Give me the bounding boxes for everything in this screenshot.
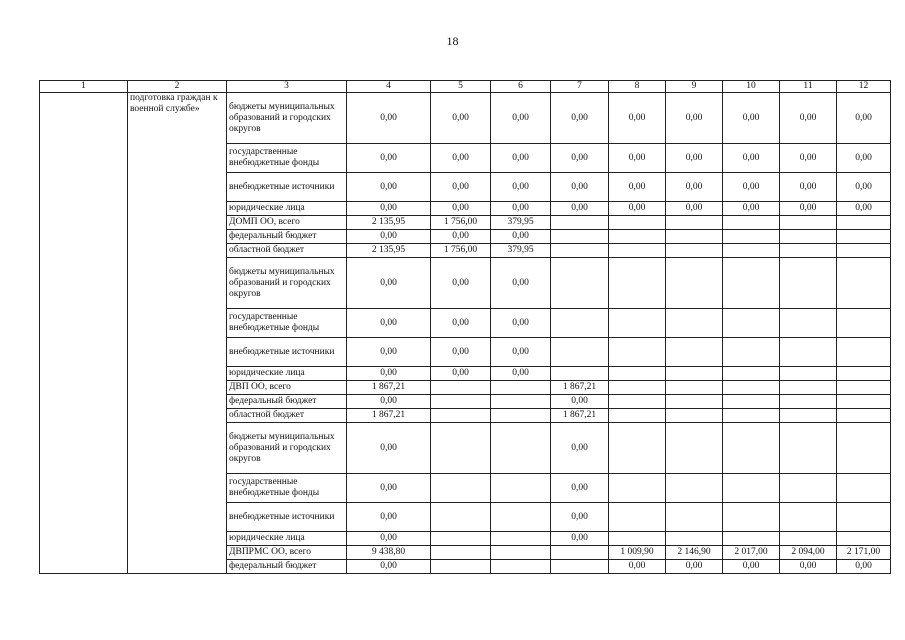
value-cell-col-6: [491, 409, 551, 423]
value-cell-col-5: 1 756,00: [431, 244, 491, 258]
value-cell-col-9: [666, 309, 723, 338]
value-cell-col-7: [551, 309, 609, 338]
value-cell-col-11: 2 094,00: [780, 546, 837, 560]
column-header-3: 3: [227, 81, 347, 93]
funding-source-label: внебюджетные источники: [227, 173, 347, 202]
value-cell-col-11: 0,00: [780, 202, 837, 216]
funding-source-label: ДВПРМС ОО, всего: [227, 546, 347, 560]
value-cell-col-10: [723, 423, 780, 474]
value-cell-col-12: [837, 367, 891, 381]
value-cell-col-8: 0,00: [609, 560, 666, 574]
value-cell-col-6: 0,00: [491, 230, 551, 244]
value-cell-col-9: 0,00: [666, 144, 723, 173]
value-cell-col-7: [551, 258, 609, 309]
value-cell-col-12: [837, 381, 891, 395]
value-cell-col-4: 0,00: [347, 338, 431, 367]
value-cell-col-7: 0,00: [551, 93, 609, 144]
value-cell-col-5: 0,00: [431, 258, 491, 309]
funding-source-label: ДОМП ОО, всего: [227, 216, 347, 230]
value-cell-col-6: 379,95: [491, 216, 551, 230]
value-cell-col-4: 9 438,80: [347, 546, 431, 560]
value-cell-col-10: [723, 309, 780, 338]
value-cell-col-5: 0,00: [431, 309, 491, 338]
value-cell-col-5: [431, 381, 491, 395]
value-cell-col-11: [780, 532, 837, 546]
value-cell-col-10: [723, 503, 780, 532]
value-cell-col-8: [609, 395, 666, 409]
value-cell-col-12: [837, 338, 891, 367]
value-cell-col-6: 0,00: [491, 144, 551, 173]
table-body: [40, 81, 891, 574]
value-cell-col-11: [780, 423, 837, 474]
value-cell-col-7: [551, 560, 609, 574]
value-cell-col-7: 0,00: [551, 474, 609, 503]
value-cell-col-7: 1 867,21: [551, 409, 609, 423]
funding-source-label: областной бюджет: [227, 409, 347, 423]
value-cell-col-11: [780, 244, 837, 258]
value-cell-col-6: [491, 532, 551, 546]
value-cell-col-5: [431, 395, 491, 409]
value-cell-col-8: [609, 409, 666, 423]
funding-source-label: юридические лица: [227, 202, 347, 216]
value-cell-col-12: [837, 532, 891, 546]
column-header-2: 2: [128, 81, 227, 93]
value-cell-col-7: 0,00: [551, 503, 609, 532]
value-cell-col-10: 0,00: [723, 202, 780, 216]
value-cell-col-12: [837, 258, 891, 309]
value-cell-col-5: 0,00: [431, 367, 491, 381]
value-cell-col-10: [723, 338, 780, 367]
value-cell-col-5: [431, 409, 491, 423]
value-cell-col-9: [666, 230, 723, 244]
value-cell-col-10: 0,00: [723, 560, 780, 574]
funding-source-label: федеральный бюджет: [227, 395, 347, 409]
value-cell-col-7: 0,00: [551, 395, 609, 409]
value-cell-col-4: 2 135,95: [347, 244, 431, 258]
value-cell-col-8: 0,00: [609, 202, 666, 216]
value-cell-col-11: [780, 381, 837, 395]
value-cell-col-9: [666, 409, 723, 423]
value-cell-col-11: [780, 258, 837, 309]
value-cell-col-5: [431, 503, 491, 532]
value-cell-col-8: [609, 258, 666, 309]
value-cell-col-11: [780, 367, 837, 381]
value-cell-col-12: [837, 216, 891, 230]
value-cell-col-4: 0,00: [347, 560, 431, 574]
value-cell-col-9: [666, 381, 723, 395]
value-cell-col-11: [780, 395, 837, 409]
column-header-8: 8: [609, 81, 666, 93]
value-cell-col-10: [723, 367, 780, 381]
value-cell-col-10: [723, 474, 780, 503]
value-cell-col-6: 0,00: [491, 367, 551, 381]
value-cell-col-7: 0,00: [551, 202, 609, 216]
value-cell-col-11: 0,00: [780, 93, 837, 144]
value-cell-col-8: [609, 423, 666, 474]
value-cell-col-10: [723, 381, 780, 395]
column-header-11: 11: [780, 81, 837, 93]
value-cell-col-6: [491, 546, 551, 560]
value-cell-col-4: 1 867,21: [347, 381, 431, 395]
value-cell-col-10: 2 017,00: [723, 546, 780, 560]
value-cell-col-6: 0,00: [491, 258, 551, 309]
value-cell-col-7: [551, 230, 609, 244]
value-cell-col-4: 0,00: [347, 367, 431, 381]
funding-source-label: бюджеты муниципальных образований и городских округов: [227, 423, 347, 474]
value-cell-col-10: 0,00: [723, 173, 780, 202]
value-cell-col-10: 0,00: [723, 93, 780, 144]
value-cell-col-12: 2 171,00: [837, 546, 891, 560]
value-cell-col-10: [723, 409, 780, 423]
funding-source-label: внебюджетные источники: [227, 503, 347, 532]
value-cell-col-5: [431, 560, 491, 574]
value-cell-col-4: 0,00: [347, 202, 431, 216]
value-cell-col-8: 0,00: [609, 173, 666, 202]
value-cell-col-8: [609, 381, 666, 395]
value-cell-col-5: 0,00: [431, 144, 491, 173]
value-cell-col-7: [551, 367, 609, 381]
column-header-1: 1: [40, 81, 128, 93]
value-cell-col-12: 0,00: [837, 144, 891, 173]
value-cell-col-4: 2 135,95: [347, 216, 431, 230]
value-cell-col-6: 0,00: [491, 173, 551, 202]
value-cell-col-12: [837, 423, 891, 474]
value-cell-col-9: [666, 503, 723, 532]
value-cell-col-9: [666, 244, 723, 258]
value-cell-col-9: 2 146,90: [666, 546, 723, 560]
value-cell-col-12: 0,00: [837, 173, 891, 202]
value-cell-col-4: 0,00: [347, 503, 431, 532]
value-cell-col-6: [491, 395, 551, 409]
column-header-9: 9: [666, 81, 723, 93]
value-cell-col-6: 0,00: [491, 202, 551, 216]
value-cell-col-11: 0,00: [780, 560, 837, 574]
value-cell-col-4: 0,00: [347, 309, 431, 338]
value-cell-col-12: [837, 503, 891, 532]
value-cell-col-9: [666, 338, 723, 367]
value-cell-col-7: [551, 338, 609, 367]
column-header-5: 5: [431, 81, 491, 93]
value-cell-col-11: [780, 338, 837, 367]
value-cell-col-11: 0,00: [780, 173, 837, 202]
value-cell-col-7: [551, 244, 609, 258]
value-cell-col-5: 0,00: [431, 173, 491, 202]
funding-source-label: бюджеты муниципальных образований и городских округов: [227, 93, 347, 144]
column-header-12: 12: [837, 81, 891, 93]
value-cell-col-4: 0,00: [347, 258, 431, 309]
value-cell-col-7: 0,00: [551, 423, 609, 474]
value-cell-col-8: [609, 474, 666, 503]
value-cell-col-9: 0,00: [666, 560, 723, 574]
funding-source-label: бюджеты муниципальных образований и городских округов: [227, 258, 347, 309]
budget-table: [39, 80, 891, 574]
value-cell-col-5: [431, 532, 491, 546]
value-cell-col-11: [780, 409, 837, 423]
value-cell-col-8: 0,00: [609, 93, 666, 144]
value-cell-col-5: 0,00: [431, 202, 491, 216]
value-cell-col-6: 379,95: [491, 244, 551, 258]
value-cell-col-6: [491, 423, 551, 474]
value-cell-col-5: 0,00: [431, 230, 491, 244]
value-cell-col-8: [609, 216, 666, 230]
value-cell-col-8: [609, 367, 666, 381]
funding-source-label: областной бюджет: [227, 244, 347, 258]
value-cell-col-12: [837, 230, 891, 244]
value-cell-col-10: [723, 532, 780, 546]
value-cell-col-12: [837, 309, 891, 338]
value-cell-col-6: [491, 381, 551, 395]
value-cell-col-12: [837, 244, 891, 258]
funding-source-label: федеральный бюджет: [227, 560, 347, 574]
value-cell-col-8: 1 009,90: [609, 546, 666, 560]
value-cell-col-10: [723, 395, 780, 409]
value-cell-col-5: 0,00: [431, 93, 491, 144]
value-cell-col-12: [837, 409, 891, 423]
funding-source-label: юридические лица: [227, 367, 347, 381]
value-cell-col-4: 0,00: [347, 173, 431, 202]
value-cell-col-9: [666, 258, 723, 309]
value-cell-col-4: 0,00: [347, 532, 431, 546]
value-cell-col-10: [723, 216, 780, 230]
table-row: [40, 93, 891, 144]
value-cell-col-11: [780, 216, 837, 230]
value-cell-col-9: [666, 216, 723, 230]
col1-cell: [40, 93, 128, 574]
value-cell-col-11: [780, 230, 837, 244]
value-cell-col-9: [666, 367, 723, 381]
value-cell-col-9: 0,00: [666, 202, 723, 216]
value-cell-col-4: 0,00: [347, 474, 431, 503]
value-cell-col-5: [431, 423, 491, 474]
value-cell-col-6: 0,00: [491, 309, 551, 338]
value-cell-col-4: 0,00: [347, 144, 431, 173]
value-cell-col-9: [666, 423, 723, 474]
value-cell-col-8: [609, 532, 666, 546]
value-cell-col-9: 0,00: [666, 93, 723, 144]
value-cell-col-7: 1 867,21: [551, 381, 609, 395]
value-cell-col-8: [609, 503, 666, 532]
value-cell-col-4: 0,00: [347, 423, 431, 474]
value-cell-col-10: [723, 244, 780, 258]
funding-source-label: внебюджетные источники: [227, 338, 347, 367]
value-cell-col-7: 0,00: [551, 144, 609, 173]
value-cell-col-4: 0,00: [347, 93, 431, 144]
value-cell-col-10: [723, 230, 780, 244]
value-cell-col-8: [609, 338, 666, 367]
column-header-4: 4: [347, 81, 431, 93]
column-header-6: 6: [491, 81, 551, 93]
value-cell-col-11: [780, 503, 837, 532]
value-cell-col-12: 0,00: [837, 202, 891, 216]
column-header-7: 7: [551, 81, 609, 93]
value-cell-col-7: [551, 216, 609, 230]
value-cell-col-11: 0,00: [780, 144, 837, 173]
value-cell-col-4: 0,00: [347, 395, 431, 409]
value-cell-col-7: 0,00: [551, 173, 609, 202]
value-cell-col-12: [837, 474, 891, 503]
value-cell-col-12: 0,00: [837, 93, 891, 144]
value-cell-col-8: 0,00: [609, 144, 666, 173]
value-cell-col-5: 1 756,00: [431, 216, 491, 230]
value-cell-col-8: [609, 244, 666, 258]
value-cell-col-6: 0,00: [491, 93, 551, 144]
value-cell-col-8: [609, 309, 666, 338]
program-name-cell: подготовка граждан к военной службе»: [128, 93, 227, 574]
value-cell-col-12: 0,00: [837, 560, 891, 574]
value-cell-col-4: 0,00: [347, 230, 431, 244]
value-cell-col-9: [666, 395, 723, 409]
value-cell-col-9: [666, 474, 723, 503]
value-cell-col-9: 0,00: [666, 173, 723, 202]
value-cell-col-6: [491, 474, 551, 503]
funding-source-label: государственные внебюджетные фонды: [227, 144, 347, 173]
value-cell-col-12: [837, 395, 891, 409]
value-cell-col-6: 0,00: [491, 338, 551, 367]
value-cell-col-7: [551, 546, 609, 560]
value-cell-col-10: [723, 258, 780, 309]
value-cell-col-11: [780, 309, 837, 338]
funding-source-label: государственные внебюджетные фонды: [227, 309, 347, 338]
funding-source-label: федеральный бюджет: [227, 230, 347, 244]
column-header-10: 10: [723, 81, 780, 93]
value-cell-col-5: 0,00: [431, 338, 491, 367]
value-cell-col-8: [609, 230, 666, 244]
value-cell-col-6: [491, 560, 551, 574]
page-number: 18: [446, 34, 459, 48]
funding-source-label: ДВП ОО, всего: [227, 381, 347, 395]
value-cell-col-9: [666, 532, 723, 546]
value-cell-col-11: [780, 474, 837, 503]
value-cell-col-10: 0,00: [723, 144, 780, 173]
funding-source-label: юридические лица: [227, 532, 347, 546]
value-cell-col-6: [491, 503, 551, 532]
value-cell-col-5: [431, 546, 491, 560]
value-cell-col-7: 0,00: [551, 532, 609, 546]
value-cell-col-4: 1 867,21: [347, 409, 431, 423]
value-cell-col-5: [431, 474, 491, 503]
header-row: [40, 81, 891, 93]
funding-source-label: государственные внебюджетные фонды: [227, 474, 347, 503]
